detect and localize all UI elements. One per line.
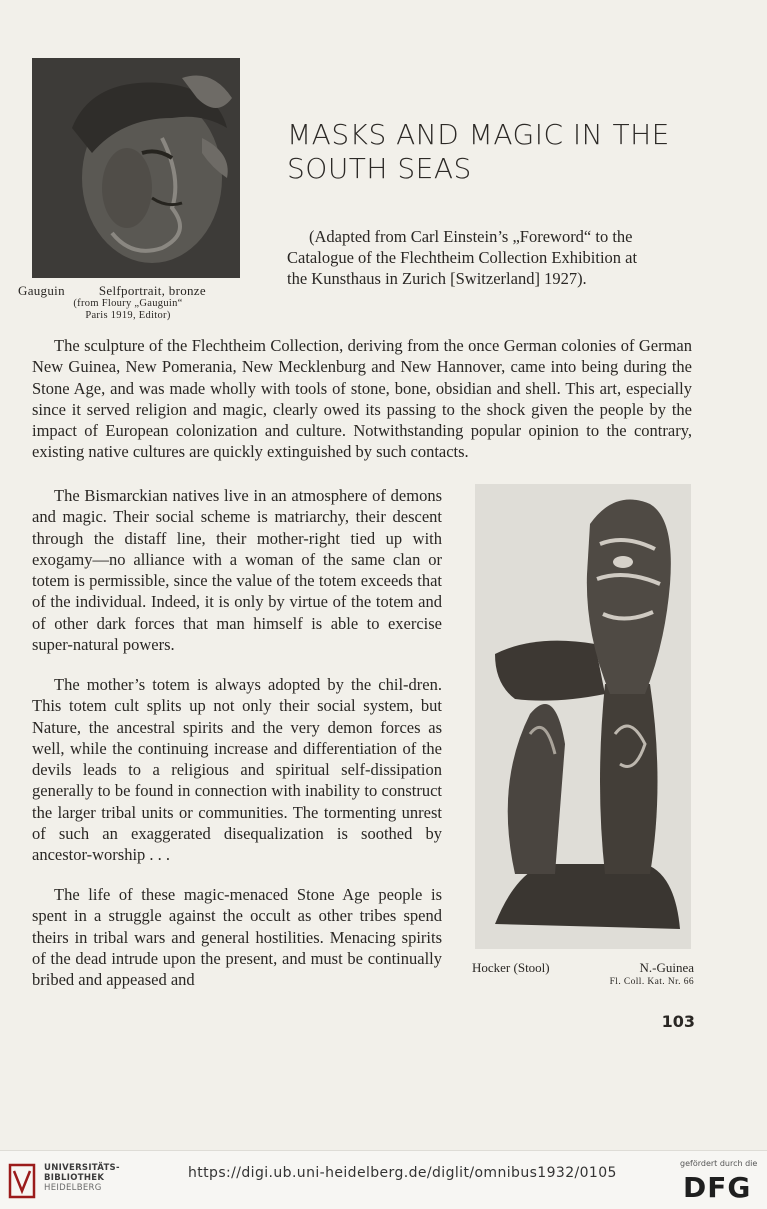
gauguin-caption-work: Selfportrait, bronze: [98, 283, 206, 298]
page-number: 103: [661, 1012, 695, 1031]
body-paragraph-2-text: The Bismarckian natives live in an atmosphere of demons and magic. Their social scheme is matriarchy, their descent through the distaff line, their mother-right tied up with exogamy—no alliance with a woman of the same clan or totem is permissible, since the value of the totem exceeds that of the individual. Indeed, it is only by virtue of the totem and of other dark forces that man himself is able to exercise super-natural powers.: [32, 486, 442, 655]
body-paragraph-4-text: The life of these magic-menaced Stone Age people is spent in a struggle against the occult as other tribes spend theirs in tribal wars and general hostilities. Menacing spirits of the dead intrude upon the present, and must be continually bribed and appeased and: [32, 885, 442, 990]
funding-label: gefördert durch die: [680, 1159, 758, 1168]
stool-photo: [475, 484, 691, 949]
permalink-url[interactable]: https://digi.ub.uni-heidelberg.de/diglit/omnibus1932/0105: [188, 1165, 617, 1181]
stool-caption-object: Hocker (Stool): [472, 960, 550, 975]
body-paragraph-2: [32, 485, 442, 655]
body-paragraph-3-text: The mother’s totem is always adopted by the chil-dren. This totem cult splits up not only their social system, but Nature, the ancestral spirits and the very demon forces as well, while the continuing increase and differentiation of the devils leads to a religious and spiritual self-dissipation generally to be found in connection with inability to construct the larger tribal units or communities. The tormenting unrest of such an exaggerated disequalization is soothed by ancestor-worship . . .: [32, 675, 442, 865]
library-name-line-3: HEIDELBERG: [44, 1183, 102, 1193]
gauguin-selfportrait-photo: [32, 58, 240, 278]
subtitle-line-3: the Kunsthaus in Zurich [Switzerland] 1927).: [287, 269, 587, 288]
body-paragraph-1-text: The sculpture of the Flechtheim Collection, deriving from the once German colonies of German New Guinea, New Pomerania, New Mecklenburg and New Hannover, came into being during the Stone Age, and was made wholly with tools of stone, bone, obsidian and shell. This art, especially since it served religion and magic, clearly owed its passing to the shock given the people by the impact of European colonization and culture. Notwithstanding popular opinion to the contrary, existing native cultures are quickly extinguished by such contacts.: [32, 336, 692, 462]
library-name-line-1: UNIVERSITÄTS-: [44, 1163, 120, 1173]
article-title-line-2: SOUTH SEAS: [287, 152, 472, 185]
subtitle-line-2: Catalogue of the Flechtheim Collection Exhibition at: [287, 248, 638, 267]
gauguin-relief-image: [32, 58, 240, 278]
stool-caption: [472, 960, 694, 990]
article-title: [287, 118, 727, 186]
body-paragraph-4: [32, 884, 442, 990]
article-title-line-1: MASKS AND MAGIC IN THE: [287, 118, 670, 151]
viewer-footer: [0, 1150, 767, 1209]
article-subtitle: [287, 226, 697, 289]
gauguin-caption-source-2: Paris 1919, Editor): [85, 310, 171, 321]
body-paragraph-3: [32, 674, 442, 866]
gauguin-caption: [18, 284, 258, 322]
university-library-logo-icon[interactable]: [8, 1161, 36, 1201]
university-library-name[interactable]: [44, 1163, 120, 1193]
body-paragraph-1: [32, 335, 692, 463]
stool-caption-origin: N.-Guinea: [639, 960, 694, 975]
gauguin-caption-source-1: (from Floury „Gauguin“: [73, 298, 183, 309]
subtitle-line-1: (Adapted from Carl Einstein’s „Foreword“ to the: [309, 227, 633, 246]
stool-sculpture-image: [475, 484, 691, 949]
library-name-line-2: BIBLIOTHEK: [44, 1173, 105, 1183]
stool-caption-reference: Fl. Coll. Kat. Nr. 66: [609, 977, 694, 987]
dfg-logo[interactable]: DFG: [683, 1171, 752, 1204]
gauguin-caption-artist: Gauguin: [18, 283, 65, 298]
